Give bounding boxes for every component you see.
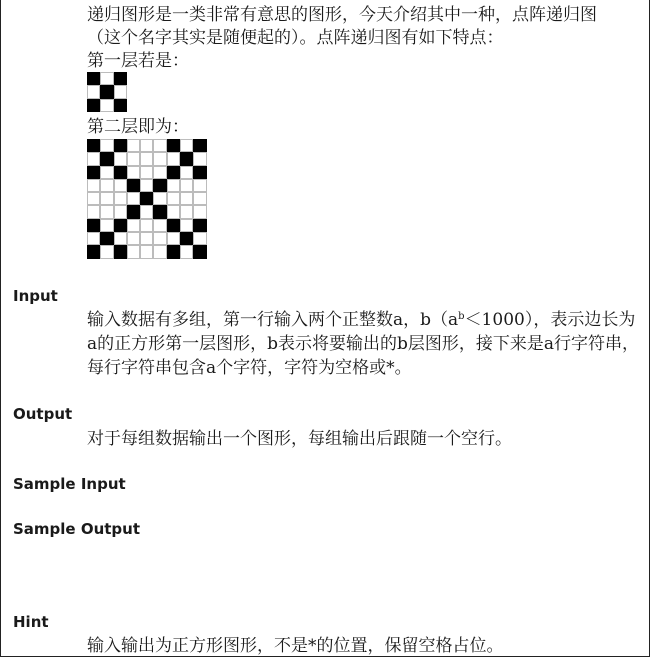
output-description: 对于每组数据输出一个图形，每组输出后跟随一个空行。 — [87, 429, 512, 449]
pattern-cell-empty — [114, 152, 127, 165]
pattern-cell-empty — [140, 219, 153, 232]
pattern-cell-filled — [193, 219, 206, 232]
pattern-cell-empty — [140, 179, 153, 192]
pattern-cell-empty — [127, 166, 140, 179]
pattern-cell-empty — [193, 192, 206, 205]
layer2-label: 第二层即为： — [87, 117, 189, 137]
intro-line-2: （这个名字其实是随便起的）。点阵递归图有如下特点： — [87, 28, 504, 48]
pattern-cell-filled — [87, 166, 100, 179]
pattern-cell-filled — [87, 139, 100, 152]
hint-text: 输入输出为正方形图形，不是*的位置，保留空格占位。 — [87, 636, 504, 656]
pattern-cell-filled — [180, 232, 193, 245]
pattern-cell-empty — [140, 205, 153, 218]
layer1-label: 第一层若是： — [87, 51, 189, 71]
pattern-cell-empty — [140, 166, 153, 179]
pattern-cell-empty — [140, 152, 153, 165]
pattern-cell-filled — [153, 205, 166, 218]
pattern-cell-empty — [180, 219, 193, 232]
pattern-cell-empty — [87, 179, 100, 192]
pattern-cell-empty — [100, 205, 113, 218]
pattern-cell-empty — [180, 205, 193, 218]
pattern-cell-empty — [87, 85, 100, 98]
pattern-cell-empty — [140, 139, 153, 152]
pattern-cell-empty — [87, 152, 100, 165]
pattern-cell-empty — [180, 179, 193, 192]
pattern-cell-filled — [114, 99, 127, 112]
pattern-cell-empty — [87, 192, 100, 205]
pattern-cell-empty — [180, 139, 193, 152]
pattern-cell-filled — [153, 179, 166, 192]
pattern-cell-filled — [127, 205, 140, 218]
pattern-cell-filled — [180, 152, 193, 165]
output-heading: Output — [13, 405, 73, 423]
pattern-cell-filled — [87, 72, 100, 85]
pattern-cell-empty — [100, 219, 113, 232]
input-heading: Input — [13, 287, 58, 305]
pattern-cell-filled — [114, 139, 127, 152]
pattern-cell-filled — [100, 85, 113, 98]
pattern-cell-empty — [180, 245, 193, 258]
pattern-cell-empty — [100, 166, 113, 179]
pattern-cell-empty — [153, 232, 166, 245]
pattern-cell-empty — [167, 205, 180, 218]
pattern-cell-filled — [193, 139, 206, 152]
pattern-cell-empty — [153, 219, 166, 232]
input-description: 输入数据有多组，第一行输入两个正整数a，$b(a^b<1000)$，表示边长为a的正方形第一层图形，b表示将要输出的b层图形，接下来是a行字符串，每行字符串包含a个字符，字符为空格或*。 — [87, 310, 640, 378]
pattern-cell-empty — [100, 179, 113, 192]
pattern-cell-empty — [100, 99, 113, 112]
pattern-cell-filled — [167, 166, 180, 179]
pattern-cell-empty — [153, 152, 166, 165]
pattern-cell-empty — [127, 232, 140, 245]
pattern-cell-empty — [180, 192, 193, 205]
pattern-cell-empty — [100, 245, 113, 258]
pattern-cell-filled — [193, 166, 206, 179]
pattern-cell-filled — [114, 245, 127, 258]
pattern-cell-filled — [167, 219, 180, 232]
pattern-cell-empty — [167, 179, 180, 192]
pattern-cell-empty — [180, 166, 193, 179]
pattern-cell-empty — [193, 152, 206, 165]
layer2-pattern-grid — [87, 139, 207, 259]
pattern-cell-empty — [167, 192, 180, 205]
pattern-cell-empty — [114, 232, 127, 245]
pattern-cell-filled — [167, 245, 180, 258]
pattern-cell-empty — [140, 232, 153, 245]
pattern-cell-empty — [153, 192, 166, 205]
pattern-cell-empty — [127, 245, 140, 258]
pattern-cell-empty — [127, 192, 140, 205]
pattern-cell-empty — [114, 179, 127, 192]
pattern-cell-filled — [127, 179, 140, 192]
pattern-cell-empty — [193, 205, 206, 218]
pattern-cell-empty — [127, 152, 140, 165]
pattern-cell-filled — [100, 232, 113, 245]
pattern-cell-empty — [193, 232, 206, 245]
pattern-cell-empty — [153, 166, 166, 179]
pattern-cell-filled — [87, 99, 100, 112]
pattern-cell-empty — [153, 139, 166, 152]
pattern-cell-filled — [114, 72, 127, 85]
pattern-cell-filled — [114, 166, 127, 179]
pattern-cell-empty — [193, 179, 206, 192]
pattern-cell-empty — [167, 152, 180, 165]
pattern-cell-filled — [167, 139, 180, 152]
intro-line-1: 递归图形是一类非常有意思的图形，今天介绍其中一种，点阵递归图 — [87, 5, 597, 25]
pattern-cell-empty — [100, 139, 113, 152]
pattern-cell-empty — [153, 245, 166, 258]
pattern-cell-empty — [100, 72, 113, 85]
pattern-cell-filled — [87, 219, 100, 232]
pattern-cell-empty — [87, 205, 100, 218]
pattern-cell-filled — [140, 192, 153, 205]
pattern-cell-filled — [100, 152, 113, 165]
pattern-cell-filled — [114, 219, 127, 232]
pattern-cell-empty — [114, 205, 127, 218]
pattern-cell-empty — [87, 232, 100, 245]
sample-output-heading: Sample Output — [13, 520, 141, 538]
pattern-cell-empty — [127, 139, 140, 152]
pattern-cell-empty — [114, 85, 127, 98]
pattern-cell-empty — [127, 219, 140, 232]
layer1-pattern-grid — [87, 72, 127, 112]
sample-input-heading: Sample Input — [13, 475, 126, 493]
pattern-cell-filled — [87, 245, 100, 258]
hint-heading: Hint — [13, 613, 49, 631]
intro-paragraph — [87, 4, 642, 73]
pattern-cell-empty — [100, 192, 113, 205]
pattern-cell-empty — [167, 232, 180, 245]
pattern-cell-empty — [140, 245, 153, 258]
pattern-cell-filled — [193, 245, 206, 258]
pattern-cell-empty — [114, 192, 127, 205]
